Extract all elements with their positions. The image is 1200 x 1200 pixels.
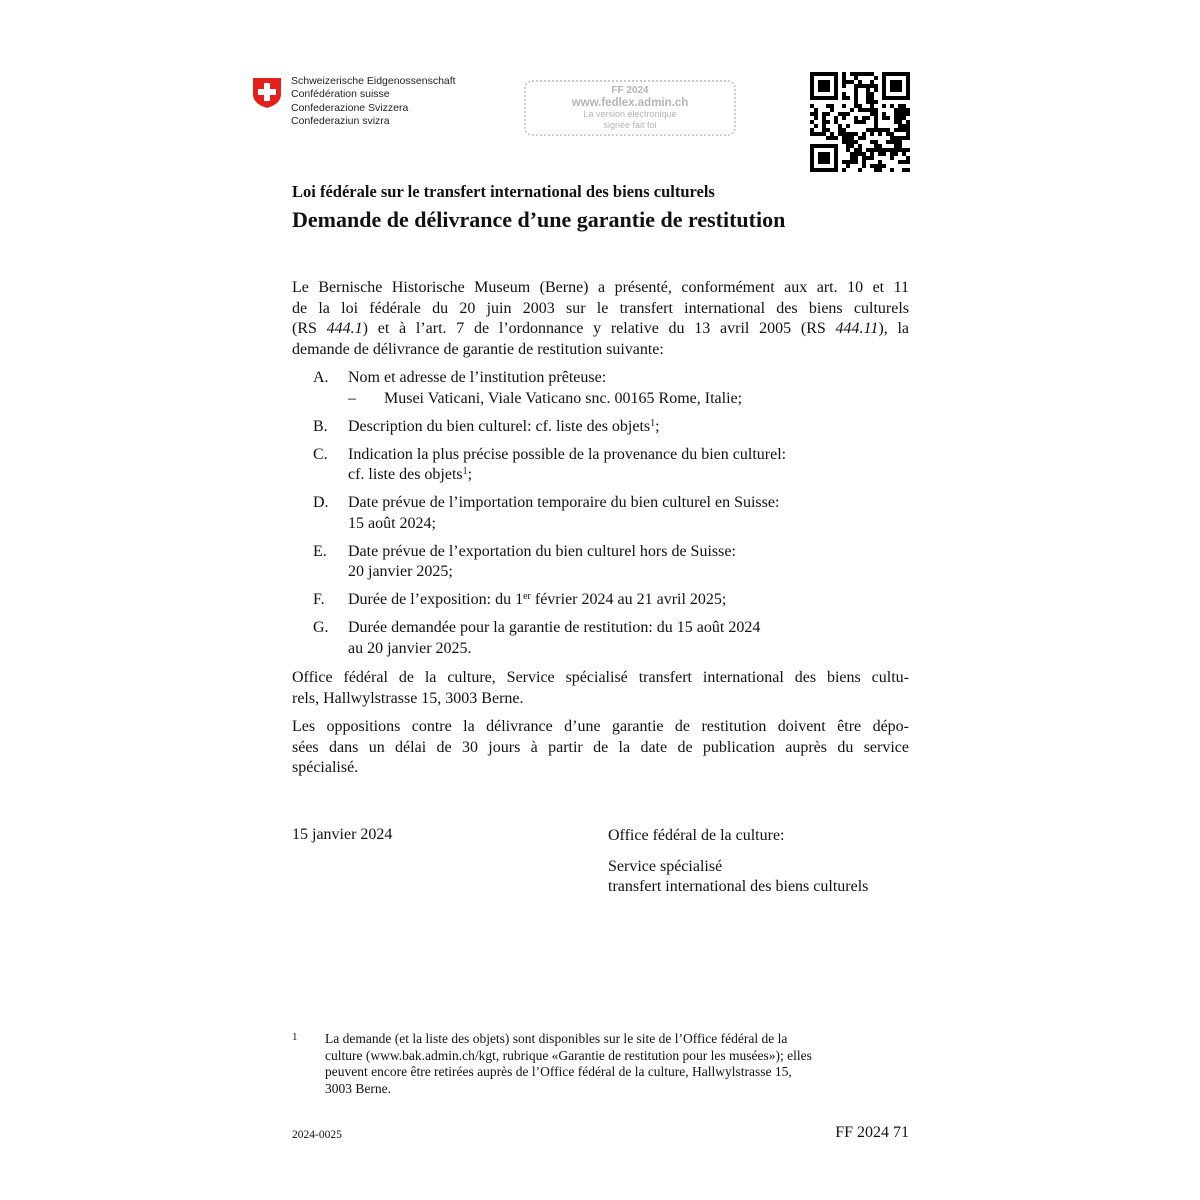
swiss-shield-icon: [252, 77, 282, 107]
intro-line: de la loi fédérale du 20 juin 2003 sur le transfert international des biens culturels: [292, 299, 909, 317]
oppositions-paragraph: Les oppositions contre la délivrance d’une garantie de restitution doivent être dépo- sées dans un délai de 30 jours à partir de la date de publication auprès du service spécialisé.: [292, 718, 909, 776]
list-item-g: G. Durée demandée pour la garantie de restitution: du 15 août 2024 au 20 janvier 2025.: [313, 619, 761, 657]
confederation-name-rm: Confederaziun svizra: [291, 114, 390, 127]
list-item-d: D. Date prévue de l’importation temporaire du bien culturel en Suisse: 15 août 2024;: [313, 494, 780, 532]
list-item-b: B. Description du bien culturel: cf. liste des objets$^1$;: [313, 417, 660, 435]
stamp-line-2: www.fedlex.admin.ch: [571, 97, 689, 109]
footnote-number: 1: [292, 1031, 298, 1043]
confederation-name-de: Schweizerische Eidgenossenschaft: [291, 75, 456, 87]
qr-code-icon: [810, 72, 910, 172]
intro-line: Le Bernische Historische Museum (Berne) a présenté, conformément aux art. 10 et 11: [292, 279, 909, 296]
signature-service: Service spécialisé: [608, 857, 723, 875]
signature-date: 15 janvier 2024: [292, 826, 393, 843]
list-item-f: F. Durée de l’exposition: du 1er février 2024 au 21 avril 2025;: [313, 591, 727, 608]
lender-address: – Musei Vaticani, Viale Vaticano snc. 00165 Rome, Italie;: [348, 389, 743, 407]
list-item-a: A. Nom et adresse de l’institution prêteuse: – Musei Vaticani, Viale Vaticano snc. 00165 Rome, Italie;: [292, 368, 909, 409]
stamp-line-1: FF 2024: [611, 85, 649, 96]
signature-block: [608, 826, 868, 898]
list-item-c: C. Indication la plus précise possible de la provenance du bien culturel: cf. liste des objets$^1$;: [313, 445, 787, 483]
footnote-text: La demande (et la liste des objets) sont disponibles sur le site de l’Office fédéral de la culture (www.bak.admin.ch/kgt, rubrique «Garantie de restitution pour les musées»); elles peuvent encore être retirées auprès de l’Office fédéral de la culture, Hallwylstrasse 15, 3003 Berne.: [325, 1031, 812, 1096]
document-title: Demande de délivrance d’une garantie de restitution: [292, 207, 786, 232]
footnote-ref: 1: [462, 466, 468, 477]
confederation-name-it: Confederazione Svizzera: [291, 101, 409, 114]
list-item-e: E. Date prévue de l’exportation du bien culturel hors de Suisse: 20 janvier 2025;: [313, 542, 736, 580]
intro-paragraph: [292, 278, 909, 360]
confederation-name-fr: Confédération suisse: [291, 88, 390, 101]
document-subtitle: Loi fédérale sur le transfert international des biens culturels: [292, 182, 715, 201]
confederation-names: [291, 75, 456, 128]
footnote-ref: 1: [650, 417, 656, 429]
stamp-line-3: La version électronique: [583, 109, 677, 119]
intro-line: demande de délivrance de garantie de restitution suivante:: [292, 340, 664, 358]
footnote: [292, 1031, 909, 1097]
request-items-list: [292, 368, 909, 659]
signature-service: transfert international des biens culturels: [608, 878, 869, 895]
publication-reference: FF 2024 71: [835, 1124, 909, 1141]
document-code: 2024-0025: [292, 1129, 342, 1141]
fedlex-stamp: [524, 80, 736, 136]
swiss-confederation-logo: [252, 75, 456, 128]
intro-line: (RS 444.1) et à l’art. 7 de l’ordonnance y relative du 13 avril 2005 (RS 444.11), la: [292, 320, 909, 337]
stamp-line-4: signée fait foi: [603, 120, 657, 130]
signature-org: Office fédéral de la culture:: [608, 827, 785, 844]
office-paragraph: Office fédéral de la culture, Service spécialisé transfert international des biens cultu- rels, Hallwylstrasse 15, 3003 Berne.: [292, 669, 909, 707]
document-body: [292, 278, 909, 667]
